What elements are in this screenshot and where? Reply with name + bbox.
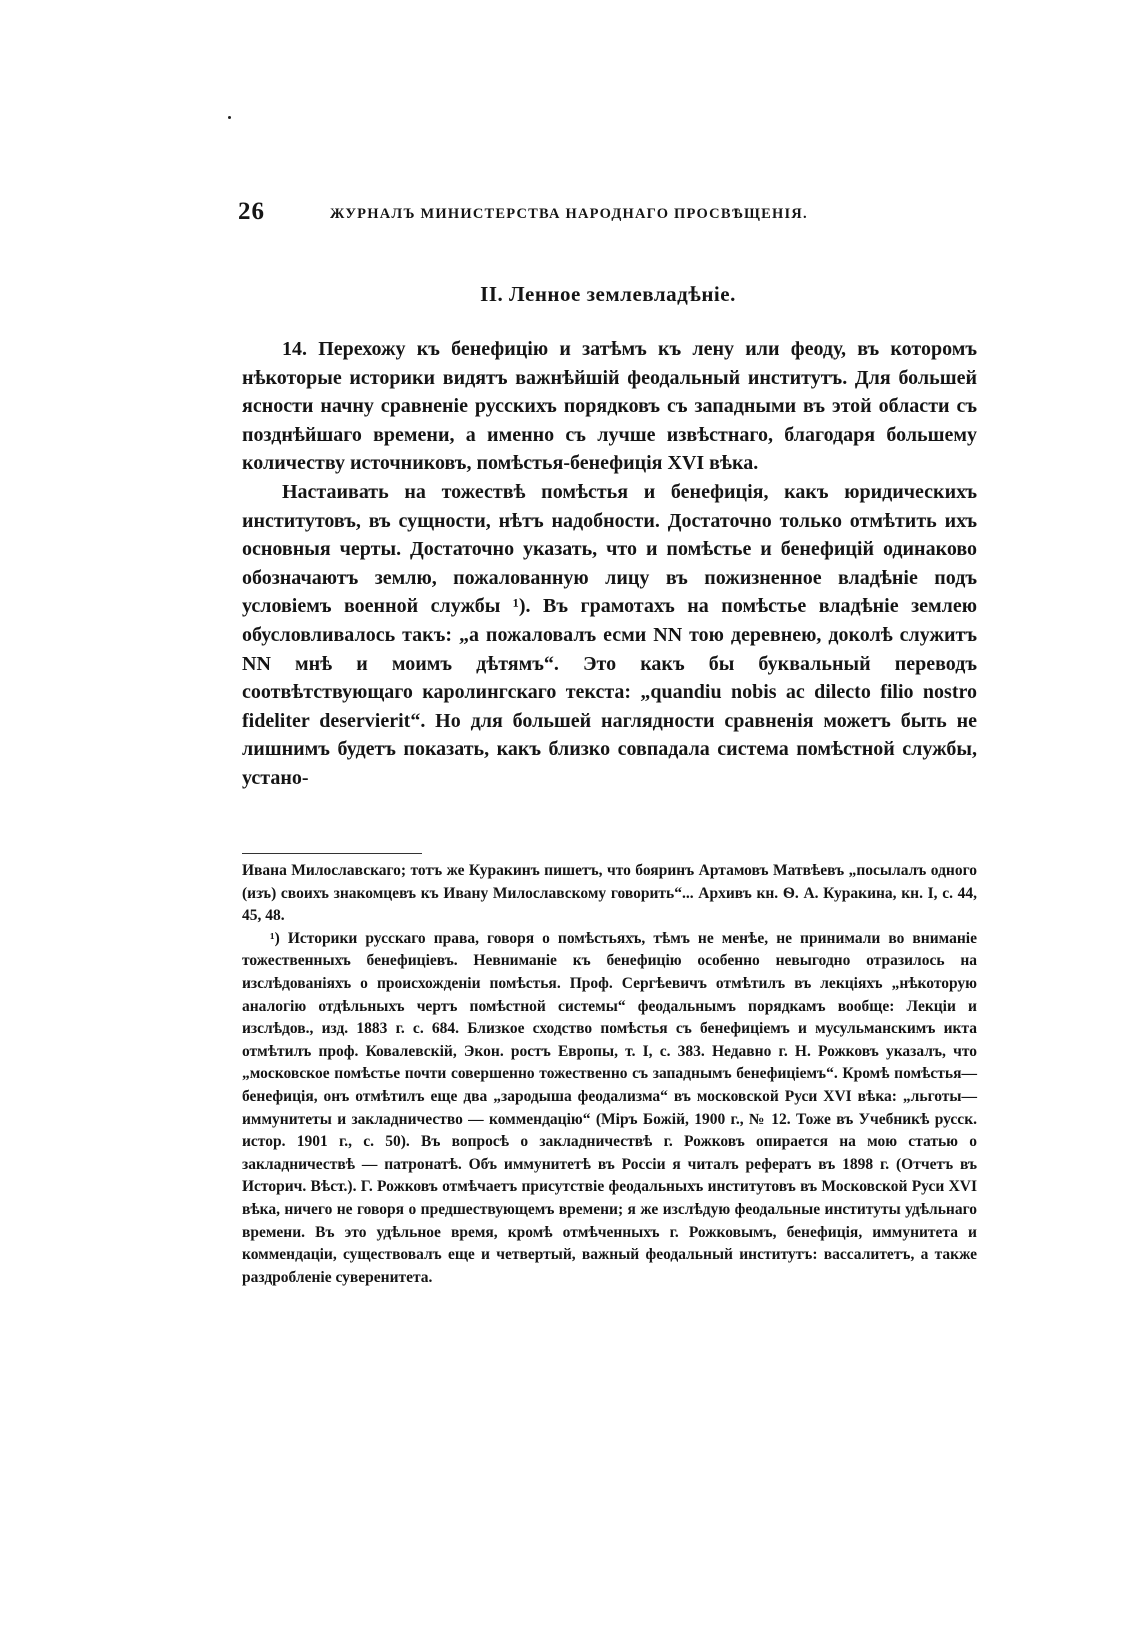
running-head — [238, 198, 878, 232]
scan-speck — [228, 116, 231, 119]
page-number: 26 — [238, 198, 265, 225]
section-heading: II. Ленное землевладѣніе. — [480, 282, 736, 306]
footnote-1: ¹) Историки русскаго права, говоря о помѣстьяхъ, тѣмъ не менѣе, не принимали во вниманіе тожественныхъ бенефиціевъ. Невниманіе къ бенефицію особенно невыгодно отразилось на изслѣдованіяхъ о происхожденіи помѣстья. Проф. Сергѣевичъ отмѣтилъ въ лекціяхъ „нѣкоторую аналогію отдѣльныхъ чертъ помѣстной системы“ феодальнымъ порядкамъ вообще: Лекціи и изслѣдов., изд. 1883 г. с. 684. Близкое сходство помѣстья съ бенефиціемъ и мусульманскимъ икта отмѣтилъ проф. Ковалевскій, Экон. ростъ Европы, т. I, с. 383. Недавно г. Н. Рожковъ указалъ, что „московское помѣстье почти совершенно тожественно съ западнымъ бенефиціемъ“. Кромѣ помѣстья—бенефиція, онъ отмѣтилъ еще два „зародыша феодализма“ въ московской Руси XVI вѣка: „льготы—иммунитеты и закладничество — коммендацію“ (Міръ Божій, 1900 г., № 12. Тоже въ Учебникѣ русск. истор. 1901 г., с. 50). Въ вопросѣ о закладничествѣ г. Рожковъ опирается на мою статью о закладничествѣ — патронатѣ. Объ иммунитетѣ въ Россіи я читалъ рефератъ въ 1898 г. (Отчетъ въ Историч. Вѣст.). Г. Рожковъ отмѣчаетъ присутствіе феодальныхъ институтовъ въ Московской Руси XVI вѣка, ничего не говоря о предшествующемъ времени; я же изслѣдую феодальные институты удѣльнаго времени. Въ это удѣльное время, кромѣ отмѣченныхъ г. Рожковымъ, бенефиція, иммунитета и коммендаціи, существовалъ еще и четвертый, важный феодальный институтъ: вассалитетъ, а также раздробленіе суверенитета. — [242, 929, 977, 1286]
footnote-continuation: Ивана Милославскаго; тотъ же Куракинъ пишетъ, что бояринъ Артамовъ Матвѣевъ „посылалъ одного (изъ) своихъ знакомцевъ къ Ивану Милославскому говорить“... Архивъ кн. Ѳ. А. Куракина, кн. I, с. 44, 45, 48. — [242, 862, 977, 925]
journal-title: ЖУРНАЛЪ МИНИСТЕРСТВА НАРОДНАГО ПРОСВѢЩЕНІЯ. — [330, 206, 808, 222]
body-paragraph: Настаивать на тожествѣ помѣстья и бенефиція, какъ юридическихъ институтовъ, въ сущности, нѣтъ надобности. Достаточно только отмѣтить ихъ основныя черты. Достаточно указать, что и помѣстье и бенефицій одинаково обозначаютъ землю, пожалованную лицу въ пожизненное владѣніе подъ условіемъ военной службы ¹). Въ грамотахъ на помѣстье владѣніе землею обусловливалось такъ: „а пожаловалъ есми NN тою деревнею, доколѣ служитъ NN мнѣ и моимъ дѣтямъ“. Это какъ бы буквальный переводъ соотвѣтствующаго каролингскаго текста: „quandiu nobis ac dilecto filio nostro fideliter deservierit“. Но для большей наглядности сравненія можетъ быть не лишнимъ будетъ показать, какъ близко совпадала система помѣстной службы, устано- — [242, 480, 977, 789]
footnote-divider — [242, 853, 422, 854]
body-paragraph: 14. Перехожу къ бенефицію и затѣмъ къ лену или феоду, въ которомъ нѣкоторые историки видятъ важнѣйшій феодальный институтъ. Для большей ясности начну сравненіе русскихъ порядковъ съ западными въ этой области съ позднѣйшаго времени, а именно съ лучше извѣстнаго, благодаря большему количеству источниковъ, помѣстья-бенефиція XVI вѣка. — [242, 338, 977, 475]
main-text — [242, 335, 977, 793]
footnotes — [242, 860, 977, 1289]
